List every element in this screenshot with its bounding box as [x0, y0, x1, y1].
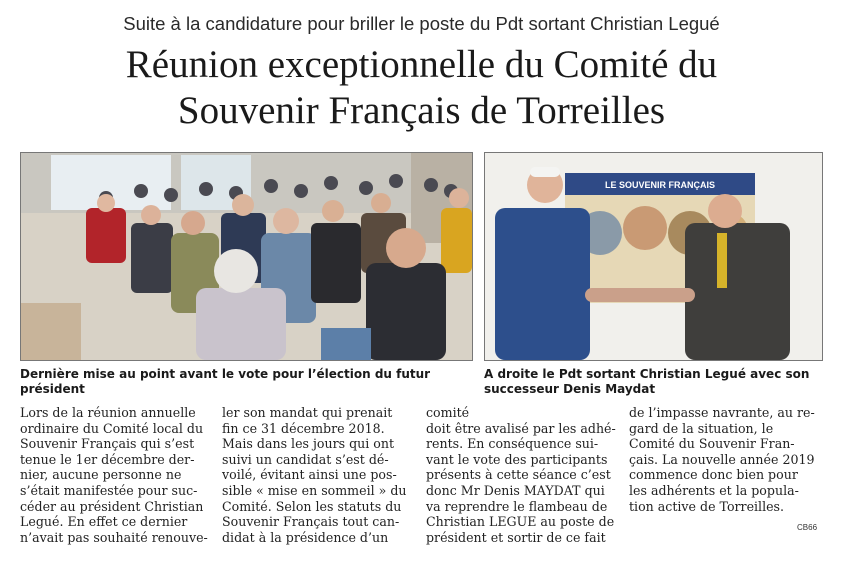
body-line: Comité du Souvenir Fran-: [629, 436, 795, 452]
poster-title: LE SOUVENIR FRANÇAIS: [604, 180, 716, 190]
body-line: suivi un candidat s’est dé-: [222, 451, 389, 467]
body-line: présents à cette séance c’est: [426, 467, 611, 483]
body-line: ordinaire du Comité local du: [20, 420, 204, 436]
headline-line-1: Réunion exceptionnelle du Comité du: [125, 43, 718, 86]
body-line: les adhérents et la popula-: [629, 482, 799, 498]
body-line: Legué. En effet ce dernier: [20, 514, 188, 530]
headline-line-2: Souvenir Français de Torreilles: [177, 89, 666, 132]
body-line: doit être avalisé par les adhé-: [426, 420, 616, 436]
body-line: Souvenir Français tout can-: [222, 514, 400, 530]
body-line: nier, aucune personne ne: [20, 467, 182, 483]
body-line: président et sortir de ce fait: [426, 529, 606, 545]
article-headline: [0, 42, 843, 134]
body-line: Lors de la réunion annuelle: [20, 405, 196, 420]
body-column-3: [426, 405, 616, 545]
body-line: tion active de Torreilles.: [629, 498, 785, 514]
body-line: donc Mr Denis MAYDAT qui: [426, 482, 605, 498]
article-kicker: Suite à la candidature pour briller le poste du Pdt sortant Christian Legué: [123, 13, 720, 34]
body-line: didat à la présidence d’un: [222, 529, 389, 545]
body-line: de l’impasse navrante, au re-: [629, 405, 815, 420]
body-line: ler son mandat qui prenait: [222, 405, 393, 420]
left-photo-caption: Dernière mise au point avant le vote pour l’élection du futur président: [20, 367, 431, 396]
body-line: çais. La nouvelle année 2019: [629, 451, 815, 467]
body-line: céder au président Christian: [20, 498, 204, 514]
handshake-photo: [484, 152, 823, 361]
audience-photo: [20, 152, 473, 361]
body-line: va reprendre le flambeau de: [426, 498, 608, 514]
body-column-2: [222, 405, 412, 545]
body-line: fin ce 31 décembre 2018.: [222, 420, 385, 436]
body-line: Christian LEGUE au poste de: [426, 514, 615, 530]
body-line: gard de la situation, le: [629, 420, 774, 436]
body-line: Comité. Selon les statuts du: [222, 498, 402, 514]
body-line: voilé, évitant ainsi une pos-: [222, 467, 397, 483]
body-line: n’avait pas souhaité renouve-: [20, 529, 208, 545]
body-line: comité: [426, 405, 470, 420]
body-line: s’était manifestée pour suc-: [20, 482, 198, 498]
body-line: vant le vote des participants: [426, 451, 608, 467]
author-signature: CB66: [797, 523, 818, 532]
right-photo-caption: A droite le Pdt sortant Christian Legué avec son successeur Denis Maydat: [484, 367, 810, 396]
body-line: Mais dans les jours qui ont: [222, 436, 395, 452]
body-column-1: [20, 405, 210, 545]
body-line: sible « mise en sommeil » du: [222, 482, 407, 498]
body-line: Souvenir Français qui s’est: [20, 436, 195, 452]
body-line: tenue le 1er décembre der-: [20, 451, 195, 467]
body-line: rents. En conséquence sui-: [426, 436, 599, 452]
body-line: commence donc bien pour: [629, 467, 798, 483]
body-column-4: [629, 405, 819, 514]
